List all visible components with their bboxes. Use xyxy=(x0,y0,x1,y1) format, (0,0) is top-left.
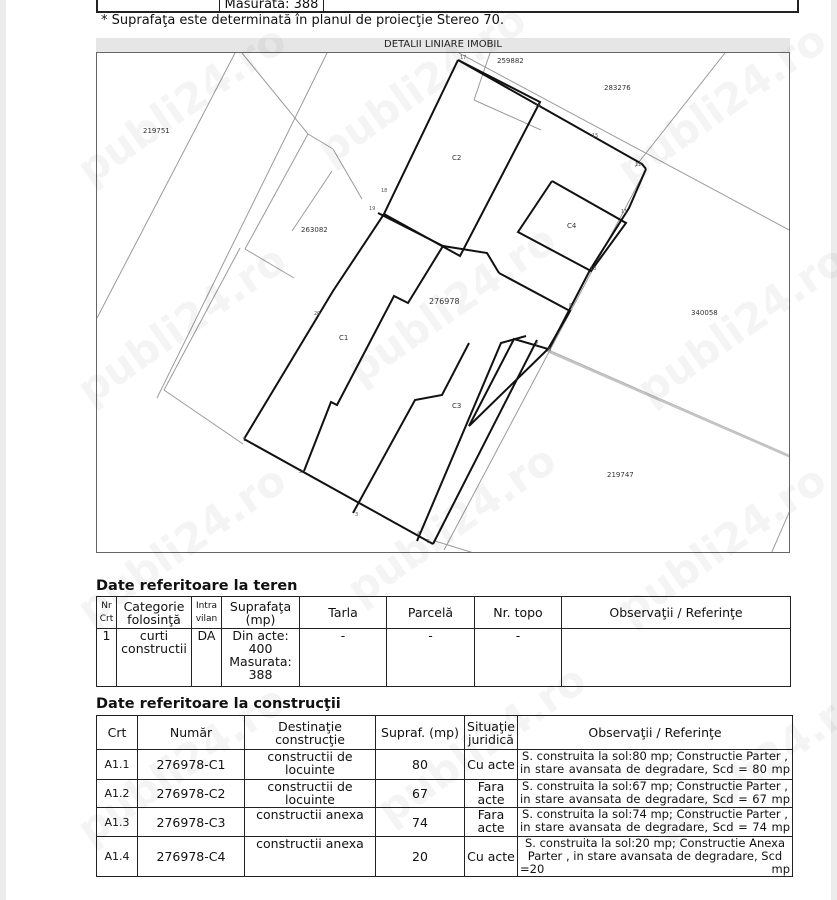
cell-intravilan: DA xyxy=(192,629,222,687)
cell-nr: 1 xyxy=(97,629,117,687)
cell-numar: 276978-C1 xyxy=(138,750,245,780)
cell-crt: A1.1 xyxy=(97,750,138,780)
svg-text:340058: 340058 xyxy=(691,309,718,317)
cell-parcela: - xyxy=(387,629,475,687)
cell-situatie: Cu acte xyxy=(465,837,518,877)
svg-text:276978: 276978 xyxy=(429,297,460,306)
svg-text:C3: C3 xyxy=(452,402,462,410)
svg-text:219747: 219747 xyxy=(607,471,634,479)
cell-suprafata: 74 xyxy=(376,808,465,837)
header-destinatie: Destinaţie construcţie xyxy=(245,716,376,750)
svg-text:C4: C4 xyxy=(567,222,577,230)
map-header: DETALII LINIARE IMOBIL xyxy=(96,38,790,52)
svg-text:15: 15 xyxy=(592,133,599,139)
header-suprafata: Supraf. (mp) xyxy=(376,716,465,750)
table-row xyxy=(97,629,791,687)
cell-observatii: S. construita la sol:67 mp; Constructie Parter , in stare avansata de degradare, Scd = 67 mp xyxy=(518,780,793,808)
svg-text:C1: C1 xyxy=(339,334,349,342)
cell-observatii xyxy=(562,629,791,687)
cell-situatie: Fara acte xyxy=(465,808,518,837)
fragment-cell-measured: Masurata: 388 xyxy=(220,0,324,11)
cell-destinatie: constructii de locuinte xyxy=(245,750,376,780)
svg-text:2: 2 xyxy=(299,469,303,475)
header-numar: Număr xyxy=(138,716,245,750)
header-nr-topo: Nr. topo xyxy=(475,597,562,629)
cell-numar: 276978-C4 xyxy=(138,837,245,877)
header-crt: Crt xyxy=(97,716,138,750)
cell-suprafata: Din acte: 400 Masurata: 388 xyxy=(222,629,300,687)
svg-text:12: 12 xyxy=(635,162,642,168)
header-tarla: Tarla xyxy=(300,597,387,629)
constructii-table xyxy=(96,715,793,877)
svg-text:19: 19 xyxy=(369,206,376,212)
svg-text:259882: 259882 xyxy=(497,57,524,65)
cell-destinatie: constructii de locuinte xyxy=(245,780,376,808)
header-intravilan: Intra vilan xyxy=(192,597,222,629)
cell-destinatie: constructii anexa xyxy=(245,837,376,877)
parcel-label-219751: 219751 xyxy=(143,127,170,135)
cell-categorie: curti constructii xyxy=(117,629,192,687)
svg-text:18: 18 xyxy=(381,188,388,194)
header-parcela: Parcelă xyxy=(387,597,475,629)
cell-nr-topo: - xyxy=(475,629,562,687)
table-row xyxy=(97,837,793,877)
cell-crt: A1.3 xyxy=(97,808,138,837)
svg-text:263082: 263082 xyxy=(301,226,328,234)
header-suprafata: Suprafaţa (mp) xyxy=(222,597,300,629)
scrollbar-track[interactable] xyxy=(831,0,837,900)
map-drawing xyxy=(97,53,790,553)
svg-text:4: 4 xyxy=(417,531,421,537)
table-row xyxy=(97,750,793,780)
svg-text:C2: C2 xyxy=(452,154,462,162)
header-situatie: Situaţie juridică xyxy=(465,716,518,750)
cell-crt: A1.4 xyxy=(97,837,138,877)
cell-destinatie: constructii anexa xyxy=(245,808,376,837)
table-row xyxy=(97,780,793,808)
header-observatii: Observaţii / Referinţe xyxy=(562,597,791,629)
svg-text:20: 20 xyxy=(314,311,321,317)
cell-suprafata: 80 xyxy=(376,750,465,780)
cell-observatii: S. construita la sol:80 mp; Constructie Parter , in stare avansata de degradare, Scd = 80 mp xyxy=(518,750,793,780)
fragment-cell-truncated xyxy=(330,0,422,1)
table-row xyxy=(97,808,793,837)
page-edge-left xyxy=(0,0,6,900)
cell-suprafata: 67 xyxy=(376,780,465,808)
cell-crt: A1.2 xyxy=(97,780,138,808)
svg-text:8: 8 xyxy=(569,303,573,309)
cell-observatii: S. construita la sol:74 mp; Constructie Parter , in stare avansata de degradare, Scd = 74 mp xyxy=(518,808,793,837)
footnote: * Suprafaţa este determinată în planul de proiecţie Stereo 70. xyxy=(101,13,505,28)
previous-table-fragment xyxy=(96,0,799,13)
cell-situatie: Cu acte xyxy=(465,750,518,780)
svg-text:5: 5 xyxy=(427,539,431,545)
teren-section-title: Date referitoare la teren xyxy=(96,578,298,594)
svg-text:6: 6 xyxy=(548,347,552,353)
cell-numar: 276978-C2 xyxy=(138,780,245,808)
svg-text:17: 17 xyxy=(460,55,467,61)
svg-text:11: 11 xyxy=(621,209,628,215)
header-observatii: Observaţii / Referinţe xyxy=(518,716,793,750)
header-categorie: Categorie folosinţă xyxy=(117,597,192,629)
cell-observatii: S. construita la sol:20 mp; Constructie Anexa Parter , in stare avansata de degradare, Scd =20 mp xyxy=(518,837,793,877)
cell-suprafata: 20 xyxy=(376,837,465,877)
header-nr-crt: Nr Crt xyxy=(97,597,117,629)
svg-text:3: 3 xyxy=(355,512,359,518)
svg-text:283276: 283276 xyxy=(604,84,631,92)
cell-situatie: Fara acte xyxy=(465,780,518,808)
svg-text:1: 1 xyxy=(243,437,247,443)
svg-text:7: 7 xyxy=(535,342,539,348)
cell-tarla: - xyxy=(300,629,387,687)
svg-text:16: 16 xyxy=(535,103,542,109)
fragment-cell-empty xyxy=(98,0,220,11)
cadastral-map xyxy=(96,52,790,553)
svg-text:10: 10 xyxy=(590,266,597,272)
constructii-section-title: Date referitoare la construcţii xyxy=(96,696,341,712)
teren-table xyxy=(96,596,791,687)
cell-numar: 276978-C3 xyxy=(138,808,245,837)
